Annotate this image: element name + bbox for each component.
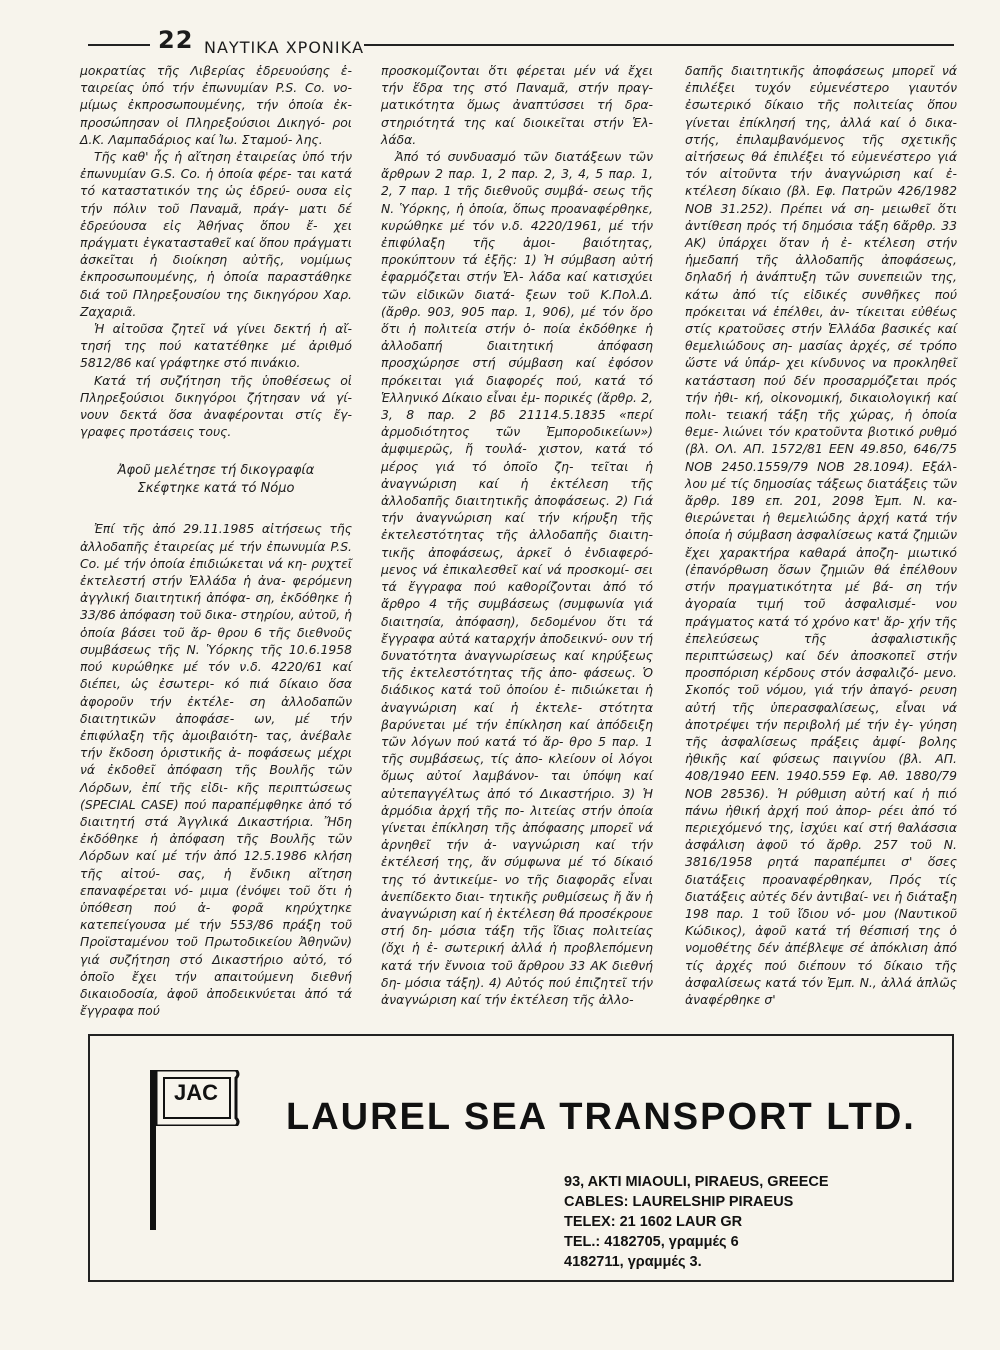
paragraph: μοκρατίας τῆς Λιβερίας ἑδρευούσης ἑ- ταιρείας ὑπό τήν ἐπωνυμίαν P.S. Co. νο- μίμως ἐκπροσωπουμένης, τήν ὁποία ἐκ- προσώπησαν οἱ Πληρεξούσιοι Δικηγό- ροι Δ.Κ. Λαμπαδάριος καί Ἰω. Σταμού- λης. <box>80 63 352 147</box>
paragraph: Ἀπό τό συνδυασμό τῶν διατάξεων τῶν ἄρθρων 2 παρ. 1, 2 παρ. 2, 3, 4, 5 παρ. 1, 2, 7 παρ. 1 τῆς διεθνοῦς συμβά- σεως τῆς Ν. Ὑόρκης, ἡ ὁποία, ὅπως προαναφέρθηκε, κυρώθηκε μέ τόν ν.δ. 4220/1961, μέ τήν ἐπιφύλαξη τῆς ἀμοι- βαιότητας, προκύπτουν τά ἑξῆς: 1) Ἡ σύμβαση αὐτή ἐφαρμόζεται στήν Ἑλ- λάδα καί κατισχύει τῶν εἰδικῶν διατά- ξεων τοῦ Κ.Πολ.Δ. (ἄρθρ. 903, 905 παρ. 1, 906), μέ τόν ὅρο ὅτι ἡ πολιτεία στήν ὁ- ποία ἐκδόθηκε ἡ ἀλλοδαπή διαιτητική ἀπόφαση προσχώρησε στή σύμβαση καί ἐφόσον πρόκειται γιά διαφορές πού, κατά τό Ἑλληνικό Δίκαιο εἶναι ἐμ- πορικές (ἄρθρ. 2, 3, 8 παρ. 2 βδ 21114.5.1835 «περί ἀρμοδιότητος τῶν Ἐμποροδικείων») ἀμφιμερῶς, ἤ τουλά- χιστον, κατά τό μέρος γιά τό ὁποῖο ζη- τεῖται ἡ ἀναγνώριση καί ἡ ἐκτέλεση τῆς ἀλλοδαπῆς διαιτητικῆς ἀποφάσεως. 2) Γιά τήν ἀναγνώριση καί τήν κήρυξη τῆς ἐκτελεστότητας τῆς ἀλλοδαπῆς διαιτη- τικῆς ἀποφάσεως, ἀρκεῖ ὁ ἐνδιαφερό- μενος νά ἐπικαλεσθεῖ καί νά προσκομί- σει τά ἔγγραφα πού καθορίζονται ἀπό τό ἄρθρο 4 τῆς συμβάσεως (συμφωνία γιά διαιτησία, ἀπόφαση), δεδομένου ὅτι τά ἔγγραφα αὐτά καταρχήν ἀποδεικνύ- ουν τή δυνατότητα ἀναγνωρίσεως καί κηρύξεως τῆς ἐκτελεστότητας τῆς ἀπο- φάσεως. Ὁ διάδικος κατά τοῦ ὁποίου ἐ- πιδιώκεται ἡ ἀναγνώριση καί ἡ ἐκτελε- στότητα βαρύνεται μέ τήν ἐπίκληση καί ἀπόδειξη τῶν λόγων πού κατά τό ἄρ- θρο 5 παρ. 1 τῆς συμβάσεως, τίς ἀπο- κλείουν οἱ λόγοι ὅμως αὐτοί λαμβάνον- ται ὑπόψη καί αὐτεπαγγέλτως ἀπό τό Δικαστήριο. 3) Ἡ ἁρμόδια ἀρχή τῆς πο- λιτείας στήν ὁποία γίνεται ἐπίκληση τῆς ἀπόφασης μπορεῖ νά ἀρνηθεῖ τήν ἀ- ναγνώριση καί τήν ἐκτέλεσή της, ἄν σύμφωνα μέ τό δίκαιό της τό ἀντικείμε- νο τῆς διαφορᾶς εἶναι ἀνεπίδεκτο διαι- τητικῆς ρυθμίσεως ἤ ἄν ἡ ἀναγνώριση καί ἡ ἐκτέλεση θά προσέκρουε στή δη- μόσια τάξη τῆς ἴδιας πολιτείας (ὄχι ἡ ἐ- σωτερική ἀλλά ἡ προβλεπόμενη κατά τήν ἔννοια τοῦ ἄρθρου 33 ΑΚ διεθνή δη- μόσια τάξη). 4) Αὐτός πού ἐπιζητεῖ τήν ἀναγνώριση καί τήν ἐκτέλεση τῆς ἀλλο- <box>381 149 653 1007</box>
cables-line: CABLES: LAURELSHIP PIRAEUS <box>564 1194 794 1210</box>
page-number: 22 <box>158 26 194 54</box>
paragraph: Τῆς καθ' ἧς ἡ αἴτηση ἑταιρείας ὑπό τήν ἐπωνυμίαν G.S. Co. ἡ ὁποία φέρε- ται κατά τό καταστατικόν της ὡς ἑδρεύ- ουσα εἰς τήν πόλιν τοῦ Παναμᾶ, πράγ- ματι δέ ἑδρεύουσα εἰς Ἀθήνας ὅπου ἔ- χει πράγματι ἐγκατασταθεῖ καί ὅπου πράγματι ἀσκεῖται ἡ διοίκηση αὐτῆς, νομίμως ἐκπροσωπουμένης, ἡ ὁποία παραστάθηκε διά τοῦ Πληρεξουσίου της δικηγόρου Χαρ. Ζαχαριᾶ. <box>80 149 352 319</box>
section-heading-line: Ἀφοῦ μελέτησε τή δικογραφία <box>117 463 315 479</box>
paragraph: δαπῆς διαιτητικῆς ἀποφάσεως μπορεῖ νά ἐπιλέξει τυχόν εὐμενέστερο γιαυτόν ἐσωτερικό δίκαιο τῆς πολιτείας ὅπου γίνεται ἐπίκλησή της, ἀλλά καί ὁ δικα- στής, ἐπιλαμβανόμενος τῆς σχετικῆς αἰτήσεως θά ἐπιλέξει τό εὐμενέστερο γιά τόν αἰτοῦντα τήν ἀναγνώριση καί ἐ- κτέλεση δίκαιο (βλ. Εφ. Πατρῶν 426/1982 ΝΟΒ 31.252). Πρέπει νά ση- μειωθεῖ ὅτι ἀντίθεση πρός τή δημόσια τάξη 6ἄρθρ. 33 ΑΚ) ὑπάρχει ὅταν ἡ ἐ- κτέλεση στήν ἡμεδαπή τῆς ἀλλοδαπῆς ἀποφάσεως, δηλαδή ἡ ἀνάπτυξη τῶν συνεπειῶν της, κάτω ἀπό τίς εἰδικές συνθῆκες πού πρόκειται νά ἐπέλθει, ἀν- τίκειται εὐθέως στίς κρατοῦσες στήν Ἑλλάδα βασικές καί θεμελιώδους ση- μασίας ἀρχές, σέ τρόπο ὥστε νά ὑπάρ- χει κίνδυνος να προκληθεῖ κατάσταση πού δέν προσαρμόζεται πρός τήν ἠθι- κή, οἰκονομική, δικαιολογική καί πολι- τειακή τάξη τῆς χώρας, ἡ ὁποία θεμε- λιώνει τόν κρατοῦντα βιοτικό ρυθμό (βλ. ΟΛ. ΑΠ. 1572/81 ΕΕΝ 49.850, 646/75 ΝΟΒ 2450.1559/79 ΝΟΒ 28.1094). Εξάλ- λου μέ τίς δημοσίας τάξεως διατάξεις τῶν ἄρθρ. 189 επ. 201, 2098 Ἐμπ. Ν. κα- θιερώνεται ἡ θεμελιώδης ἀρχή κατά τήν ὁποία ἡ σύμβαση ἀσφαλίσεως κατά ζημιῶν ἔχει χαρακτήρα καθαρά ἀποζη- μιωτικό (ἐπανόρθωση ὅσων ζημιῶν θά ἐπέλθουν στήν πραγματικότητα μέ βά- ση τήν ἀγοραία τιμή τοῦ ἀσφαλισμέ- νου πράγματος κατά τό χρόνο κατ' ἄρ- χήν τῆς ἐπελεύσεως τῆς ἀσφαλιστικῆς περιπτώσεως) καί δέν ἀποσκοπεῖ στήν προσπόριση κέρδους στόν ἀσφαλιζό- μενο. Σκοπός τοῦ νόμου, γιά τήν ἀπαγό- ρευση αὐτή τῆς ὑπερασφαλίσεως, εἶναι νά ἀποτρέψει τήν περιβολή μέ τήν ἐγ- γύηση τῆς ἀσφαλίσεως πράξεις ἀμφί- βολης ἠθικῆς καί φύσεως παιγνίου (βλ. ΑΠ. 408/1940 ΕΕΝ. 1940.559 Εφ. Αθ. 1880/79 ΝΟΒ 28536). Ἡ ρύθμιση αὐτή καί ἡ πιό πάνω ἠθική ἀρχή πού ἀπορ- ρέει ἀπό τό περιεχόμενό της, ἰσχύει καί στή θαλάσσια ἀσφάλιση ἀφοῦ τό ἄρθρ. 257 τοῦ Ν. 3816/1958 ρητά παραπέμπει σ' ὅσες διατάξεις προαναφέρθηκαν, Πρός τίς διατάξεις αὐτές δέν ἀντιβαί- νει ἡ διάταξη 198 παρ. 1 τοῦ ἴδιου νό- μου (Ναυτικοῦ Κώδικος), ἀφοῦ κατά τή θέσπισή της ὁ νομοθέτης δέν ἀπέβλεψε σέ ἀπόκλιση ἀπό τίς ἀρχές πού διέπουν τό δίκαιο τῆς ἀσφαλίσεως κατά τόν Ἐμπ. Ν., ἀλλά ἁπλῶς ἀναφέρθηκε σ' <box>685 63 957 1007</box>
company-contact <box>564 1172 829 1272</box>
paragraph: Κατά τή συζήτηση τῆς ὑποθέσεως οἱ Πληρεξούσιοι δικηγόροι ζήτησαν νά γί- νουν δεκτά ὅσα ἀναφέρονται στίς ἔγ- γραφες προτάσεις τους. <box>80 372 352 440</box>
text-column-1 <box>80 62 352 1019</box>
flag-logo-text: JAC <box>174 1080 219 1105</box>
company-name: LAUREL SEA TRANSPORT LTD. <box>286 1096 916 1138</box>
telex-line: TELEX: 21 1602 LAUR GR <box>564 1214 743 1230</box>
paragraph: Ἐπί τῆς ἀπό 29.11.1985 αἰτήσεως τῆς ἀλλοδαπῆς ἑταιρείας μέ τήν ἐπωνυμία P.S. Co. μέ τήν ὁποία ἐπιδιώκεται νά κη- ρυχτεῖ ἐκτελεστή στήν Ἑλλάδα ἡ ἀνα- φερόμενη ἀγγλική διαιτητική ἀπόφα- ση, ἐκδόθηκε ἡ 33/86 ἀπόφαση τοῦ δικα- στηρίου, αὐτοῦ, ἡ ὁποία βάσει τοῦ ἄρ- θρου 6 τῆς διεθνοῦς συμβάσεως τῆς Ν. Ὑόρκης τῆς 10.6.1958 πού κυρώθηκε μέ τόν ν.δ. 4220/61 καί διέπει, ὡς ἐσωτερι- κό πιά δίκαιο ὅσα ἀφοροῦν τήν ἐκτέλε- ση ἀλλοδαπῶν διαιτητικῶν ἀποφάσε- ων, μέ τήν ἐπιφύλαξη τῆς ἀμοιβαιότη- τας, ἀνέβαλε τήν ἔκδοση ὁριστικῆς ἀ- ποφάσεως μέχρι νά ἐκδοθεῖ ἀπόφαση τῆς Βουλῆς τῶν Λόρδων, ἐπί τῆς εἰδι- κῆς περιπτώσεως (SPECIAL CASE) πού παραπέμφθηκε ἀπό τό διαιτητή στά Ἀγγλικά Δικαστήρια. Ἤδη ἐκδόθηκε ἡ ἀπόφαση τῆς Βουλῆς τῶν Λόρδων καί μέ τήν ἀπό 12.5.1986 κλήση τῆς αἰτού- σας, ἡ ἔνδικη αἴτηση επαναφέρεται νό- μιμα (ἐνόψει τοῦ ὅτι ἡ ὑπόθεση πού ἀ- φορᾶ κηρύχτηκε κατεπείγουσα μέ τήν 553/86 πράξη τοῦ Προϊσταμένου τοῦ Πρωτοδικείου Ἀθηνῶν) γιά συζήτηση στό Δικαστήριο αὐτό, τό ὁποῖο ἔχει τήν απαιτούμενη διεθνή δικαιοδοσία, ἀφοῦ ἀποδεικνύεται ἀπό τά ἔγγραφα πού <box>80 521 352 1019</box>
header-rule-left <box>88 44 150 46</box>
telephone-line-2: 4182711, γραμμές 3. <box>564 1254 702 1270</box>
header-rule-right <box>364 44 954 46</box>
address-line: 93, AKTI MIAOULI, PIRAEUS, GREECE <box>564 1174 829 1190</box>
advertisement <box>88 1034 954 1282</box>
section-heading <box>80 462 352 498</box>
text-column-2 <box>381 62 653 1008</box>
text-column-3 <box>685 62 957 1008</box>
paragraph: προσκομίζονται ὅτι φέρεται μέν νά ἔχει τήν ἕδρα της στό Παναμᾶ, στήν πραγ- ματικότητα ὅμως ἀναπτύσσει τή δρα- στηριότητά της καί διοικεῖται στήν Ἑλ- λάδα. <box>381 63 653 147</box>
publication-title: ΝΑΥΤΙΚΑ ΧΡΟΝΙΚΑ <box>204 38 365 57</box>
paragraph: Ἡ αἰτοῦσα ζητεῖ νά γίνει δεκτή ἡ αἴ- τησή της πού κατατέθηκε μέ ἀριθμό 5812/86 καί γράφτηκε στό πινάκιο. <box>80 321 352 371</box>
section-heading-line: Σκέφτηκε κατά τό Νόμο <box>137 481 295 497</box>
telephone-line: TEL.: 4182705, γραμμές 6 <box>564 1234 739 1250</box>
